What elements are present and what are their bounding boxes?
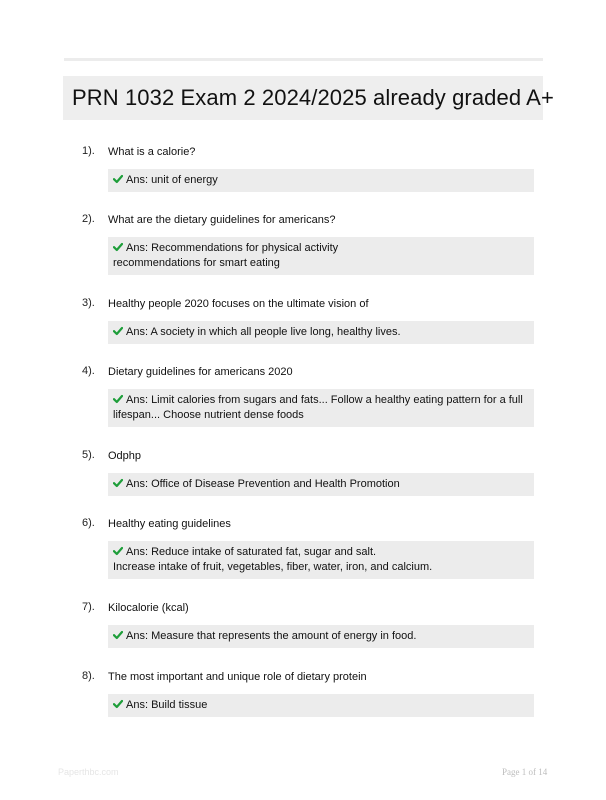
question-text: Dietary guidelines for americans 2020 <box>108 366 293 378</box>
check-icon <box>113 242 123 252</box>
question-text: What are the dietary guidelines for americans? <box>108 214 336 226</box>
question-number: 3). <box>82 297 95 309</box>
check-icon <box>113 394 123 404</box>
question-text: What is a calorie? <box>108 146 196 158</box>
answer-text: Ans: Recommendations for physical activity <box>126 242 339 254</box>
question-text: Kilocalorie (kcal) <box>108 602 189 614</box>
check-icon <box>113 630 123 640</box>
answer-box <box>108 389 534 427</box>
answer-text: Ans: Office of Disease Prevention and Health Promotion <box>126 478 400 490</box>
answer-text-continued: recommendations for smart eating <box>113 257 280 269</box>
answer-box <box>108 169 534 192</box>
page-number: Page 1 of 14 <box>502 767 548 777</box>
title-banner <box>63 76 554 120</box>
answer-text: Ans: Reduce intake of saturated fat, sugar and salt. <box>126 546 377 558</box>
question-text: Odphp <box>108 450 142 462</box>
top-divider <box>64 58 543 61</box>
footer-watermark: Paperthbc.com <box>58 767 119 777</box>
answer-box <box>108 694 534 717</box>
question-number: 7). <box>82 601 95 613</box>
check-icon <box>113 478 123 488</box>
answer-text: Ans: Measure that represents the amount of energy in food. <box>126 630 417 642</box>
answer-box <box>108 473 534 496</box>
answer-text: Ans: A society in which all people live long, healthy lives. <box>126 326 401 338</box>
answer-text: Ans: Build tissue <box>126 699 208 711</box>
answer-box <box>108 321 534 344</box>
question-number: 2). <box>82 213 95 225</box>
check-icon <box>113 326 123 336</box>
check-icon <box>113 546 123 556</box>
answer-text: Ans: Limit calories from sugars and fats... Follow a healthy eating pattern for a full <box>126 394 523 406</box>
question-text: Healthy people 2020 focuses on the ultimate vision of <box>108 298 369 310</box>
answer-text-continued: Increase intake of fruit, vegetables, fiber, water, iron, and calcium. <box>113 561 433 573</box>
question-number: 4). <box>82 365 95 377</box>
question-number: 1). <box>82 145 95 157</box>
question-text: Healthy eating guidelines <box>108 518 231 530</box>
question-number: 5). <box>82 449 95 461</box>
check-icon <box>113 174 123 184</box>
page-title: PRN 1032 Exam 2 2024/2025 already graded A+ <box>72 85 554 110</box>
answer-text-continued: lifespan... Choose nutrient dense foods <box>113 409 304 421</box>
question-number: 6). <box>82 517 95 529</box>
question-text: The most important and unique role of dietary protein <box>108 671 367 683</box>
answer-box <box>108 625 534 648</box>
answer-box <box>108 237 534 275</box>
question-number: 8). <box>82 670 95 682</box>
check-icon <box>113 699 123 709</box>
answer-box <box>108 541 534 579</box>
answer-text: Ans: unit of energy <box>126 174 218 186</box>
